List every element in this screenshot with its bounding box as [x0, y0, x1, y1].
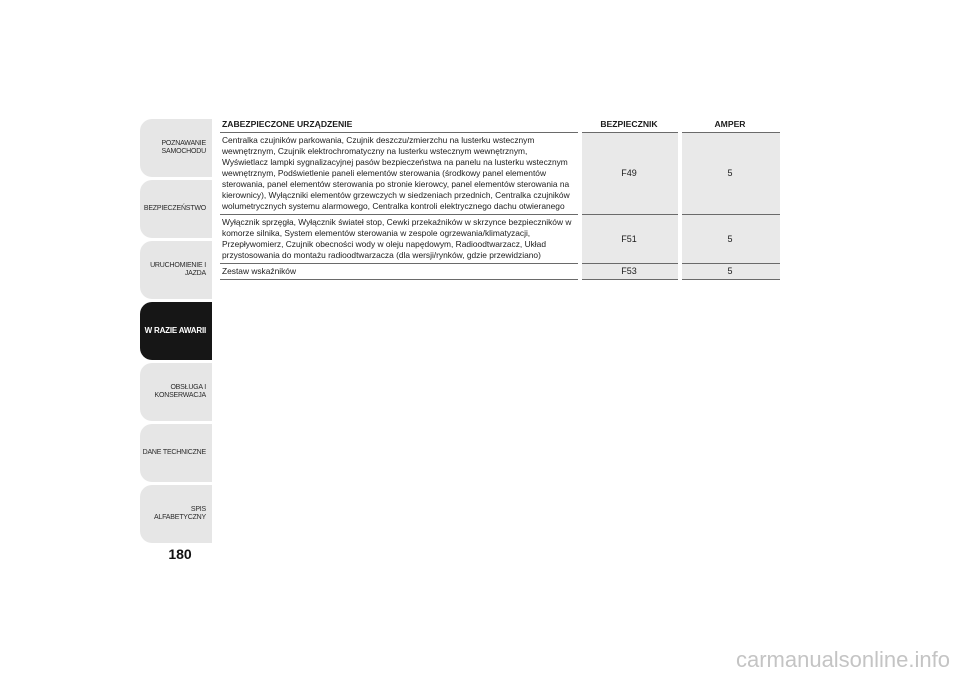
amp-cell: 5: [680, 215, 780, 264]
header-protected-device: ZABEZPIECZONE URZĄDZENIE: [220, 116, 580, 133]
fuse-table: [220, 116, 780, 280]
table-header-row: [220, 116, 780, 133]
tab-obsluga-i-konserwacja[interactable]: OBSŁUGA I KONSERWACJA: [140, 363, 212, 421]
table-row: [220, 264, 780, 280]
device-cell: Zestaw wskaźników: [220, 264, 580, 280]
tab-spis-alfabetyczny[interactable]: SPIS ALFABETYCZNY: [140, 485, 212, 543]
tab-dane-techniczne[interactable]: DANE TECHNICZNE: [140, 424, 212, 482]
tab-uruchomienie-i-jazda[interactable]: URUCHOMIENIE I JAZDA: [140, 241, 212, 299]
fuse-cell: F51: [580, 215, 680, 264]
header-amper: AMPER: [680, 116, 780, 133]
amp-cell: 5: [680, 264, 780, 280]
fuse-cell: F49: [580, 133, 680, 215]
tab-w-razie-awarii[interactable]: W RAZIE AWARII: [140, 302, 212, 360]
tab-bezpieczenstwo[interactable]: BEZPIECZEŃSTWO: [140, 180, 212, 238]
table-row: [220, 215, 780, 264]
device-cell: Wyłącznik sprzęgła, Wyłącznik świateł stop, Cewki przekaźników w skrzynce bezpieczników w komorze silnika, System elementów sterowania w zespole ogrzewania/klimatyzacji, Przepływomierz, Czujnik obecności wody w oleju napędowym, Radioodtwarzacz, Układ przystosowania do montażu radioodtwarzacza (dla wersji/rynków, gdzie przewidziano): [220, 215, 580, 264]
tab-poznawanie-samochodu[interactable]: POZNAWANIE SAMOCHODU: [140, 119, 212, 177]
table-row: [220, 133, 780, 215]
page-number: 180: [168, 546, 192, 562]
amp-cell: 5: [680, 133, 780, 215]
watermark: carmanualsonline.info: [735, 647, 950, 672]
fuse-cell: F53: [580, 264, 680, 280]
header-fuse: BEZPIECZNIK: [580, 116, 680, 133]
device-cell: Centralka czujników parkowania, Czujnik deszczu/zmierzchu na lusterku wstecznym wewnętrznym, Czujnik elektrochromatyczny na lusterku wstecznym wewnętrznym, Wyświetlacz lampki sygnalizacyjnej pasów bezpieczeństwa na panelu na lusterku wstecznym wewnętrznym, Podświetlenie paneli elementów sterowania (środkowy panel elementów sterowania, panel elementów sterowania po stronie kierowcy, panel elementów sterowania na kierownicy), Wyłączniki elementów grzewczych w siedzeniach przednich, Centralka czujników wolumetrycznych systemu alarmowego, Centralka kontroli elektrycznego dachu otwieranego: [220, 133, 580, 215]
